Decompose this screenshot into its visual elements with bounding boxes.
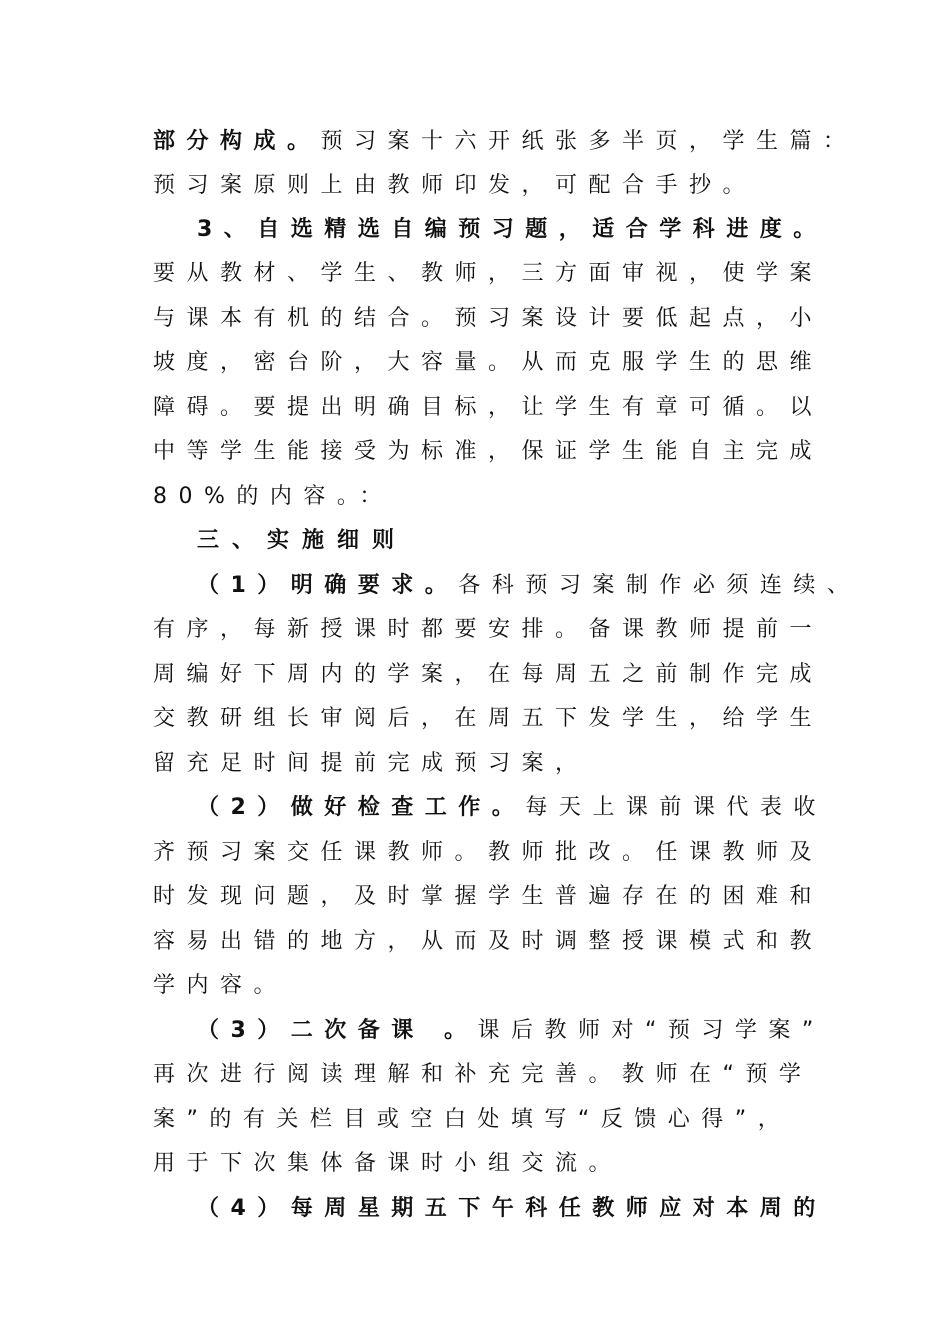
text-line (153, 705, 824, 733)
text-line (153, 972, 793, 1000)
text-run: 齐预习案交任课教师。教师批改。任课教师及 (153, 840, 824, 865)
bold-run: （4）每周星期五下午科任教师应对本周的 (197, 1196, 827, 1221)
bold-run: 三、实施细则 (197, 528, 408, 553)
text-line (197, 1017, 837, 1045)
text-run: 时发现问题，及时掌握学生普遍存在的困难和 (153, 884, 824, 909)
text-line (153, 394, 824, 422)
text-line (153, 661, 824, 689)
text-run: 障碍。要提出明确目标，让学生有章可循。以 (153, 395, 824, 420)
text-line (153, 1061, 813, 1089)
bold-run: （3）二次备课 。 (197, 1018, 478, 1043)
text-line (153, 1150, 793, 1178)
text-line (153, 928, 824, 956)
text-run: 预习案原则上由教师印发，可配合手抄。 (153, 173, 757, 198)
text-run: 留充足时间提前完成预习案， (153, 751, 589, 776)
text-line (153, 438, 824, 466)
text-line (153, 483, 793, 511)
text-run: 各科预习案制作必须连续、 (458, 573, 861, 598)
text-run: 交教研组长审阅后，在周五下发学生，给学生 (153, 706, 824, 731)
text-line (153, 305, 824, 333)
text-run: 再次进行阅读理解和补充完善。教师在“预学 (153, 1062, 813, 1087)
text-run: 要从教材、学生、教师，三方面审视，使学案 (153, 261, 824, 286)
text-run: 有序，每新授课时都要安排。备课教师提前一 (153, 617, 824, 642)
text-run: 与课本有机的结合。预习案设计要低起点，小 (153, 306, 824, 331)
text-line (153, 128, 857, 156)
text-line (197, 572, 861, 600)
text-line (197, 216, 837, 244)
bold-run: （1）明确要求。 (197, 573, 459, 598)
text-run: 课后教师对“预习学案” (477, 1018, 825, 1043)
text-run: 用于下次集体备课时小组交流。 (153, 1151, 623, 1176)
bold-run: （2）做好检查工作。 (197, 795, 526, 820)
text-run: 坡度，密台阶，大容量。从而克服学生的思维 (153, 350, 824, 375)
text-line (197, 794, 837, 822)
bold-run: 部分构成。 (153, 129, 321, 154)
text-line (153, 883, 824, 911)
text-run: 80%的内容。： (153, 484, 393, 509)
text-run: 容易出错的地方，从而及时调整授课模式和教 (153, 929, 824, 954)
section-heading (197, 527, 837, 555)
text-line (153, 750, 793, 778)
text-line (153, 260, 824, 288)
text-run: 预习案十六开纸张多半页，学生篇： (320, 129, 857, 154)
text-run: 中等学生能接受为标准，保证学生能自主完成 (153, 439, 824, 464)
text-line (153, 616, 824, 644)
text-run: 周编好下周内的学案，在每周五之前制作完成 (153, 662, 824, 687)
text-line (153, 172, 793, 200)
text-run: 每天上课前课代表收 (525, 795, 827, 820)
text-line (197, 1195, 837, 1223)
bold-run: 3、自选精选自编预习题，适合学科进度。 (197, 217, 827, 242)
text-line (153, 349, 824, 377)
text-line (153, 839, 824, 867)
text-run: 案”的有关栏目或空白处填写“反馈心得”， (153, 1107, 792, 1132)
text-run: 学内容。 (153, 973, 288, 998)
text-line (153, 1106, 793, 1134)
